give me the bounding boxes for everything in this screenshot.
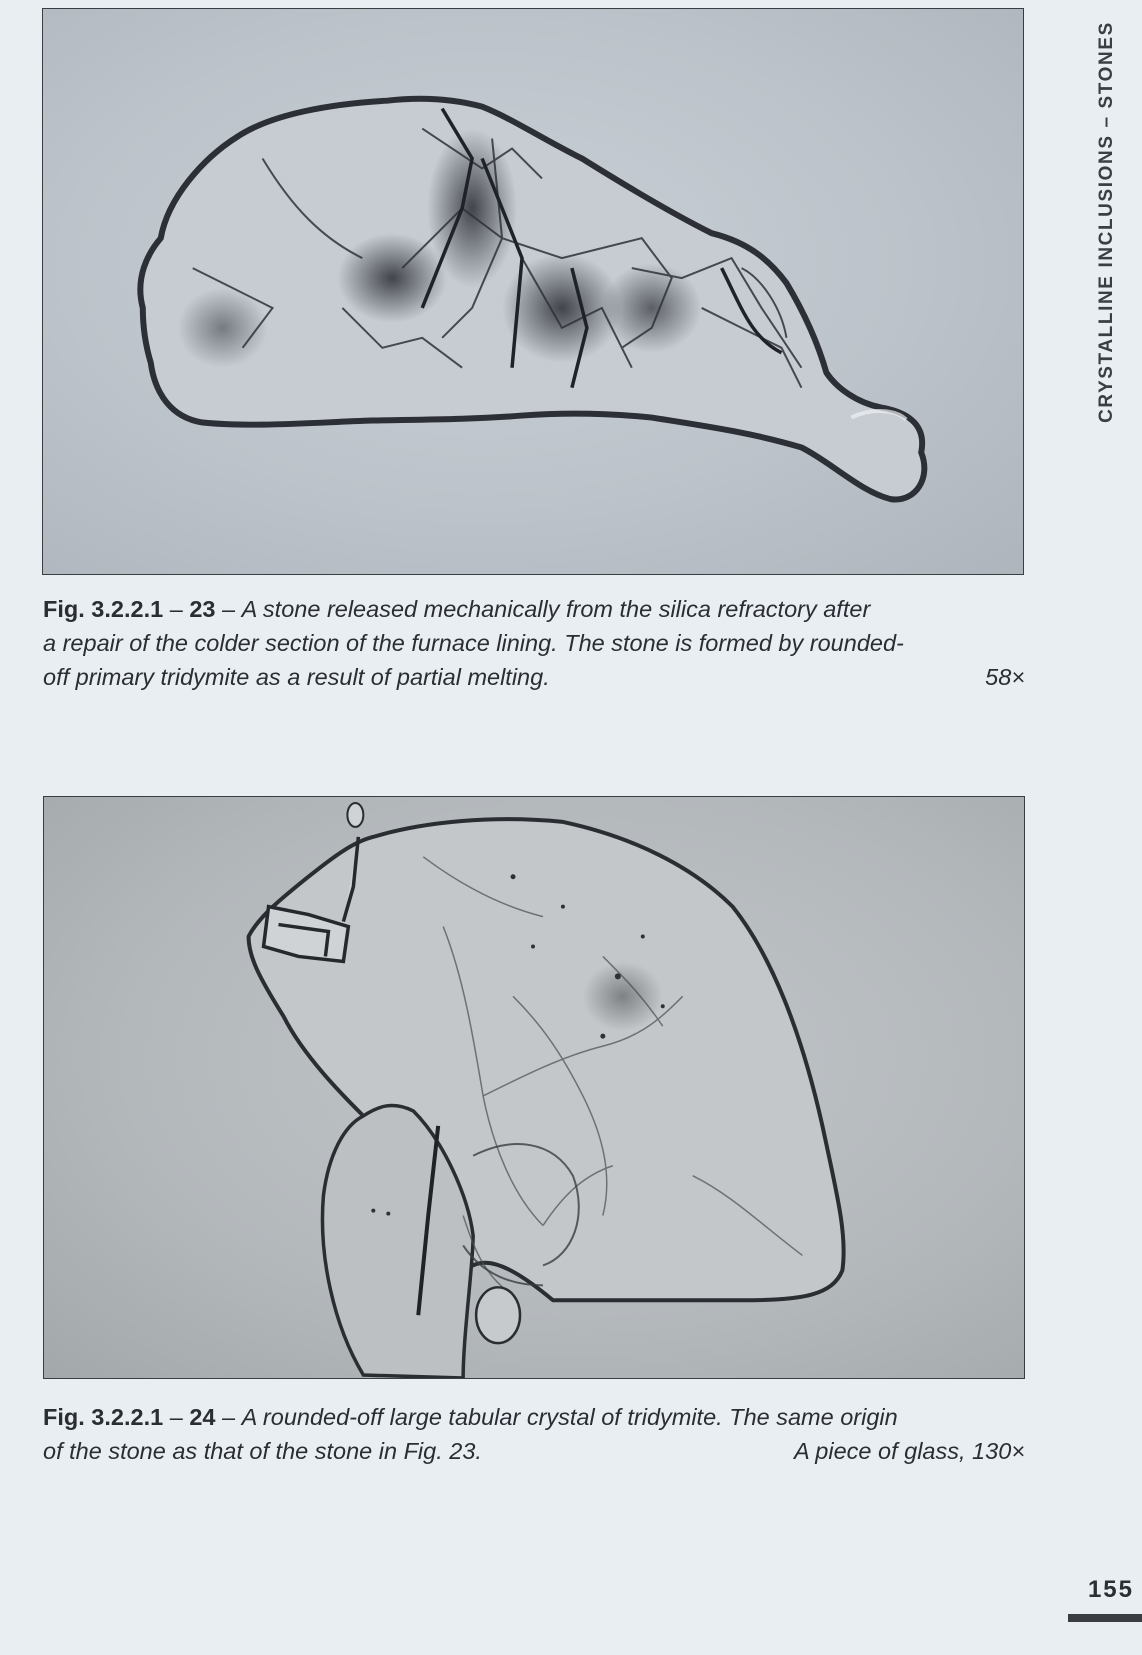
page-number: 155 xyxy=(1087,1576,1134,1603)
caption-23-line-1 xyxy=(43,592,1025,626)
caption-24-line-1 xyxy=(43,1400,1025,1434)
caption-24-text-1: A rounded-off large tabular crystal of tridymite. The same origin xyxy=(241,1404,898,1430)
caption-24-text-2: of the stone as that of the stone in Fig. 23. xyxy=(43,1438,482,1464)
figure-23-caption xyxy=(43,592,1025,694)
figure-24-magnification: A piece of glass, 130× xyxy=(793,1438,1025,1464)
figure-23-magnification: 58× xyxy=(985,664,1025,690)
figure-24-dash: – xyxy=(169,1404,183,1430)
figure-24-caption xyxy=(43,1400,1025,1468)
figure-23-number: 23 xyxy=(189,596,216,622)
caption-23-text-2: a repair of the colder section of the furnace lining. The stone is formed by rounded- xyxy=(43,630,904,656)
figure-24-label: Fig. 3.2.2.1 xyxy=(43,1404,164,1430)
figure-23-micrograph xyxy=(42,8,1024,575)
figure-23-dash-2: – xyxy=(221,596,236,622)
figure-23-label: Fig. 3.2.2.1 xyxy=(43,596,164,622)
figure-24-number: 24 xyxy=(189,1404,216,1430)
running-head: CRYSTALLINE INCLUSIONS – STONES xyxy=(1096,21,1117,423)
figure-24-dash-2: – xyxy=(221,1404,236,1430)
caption-23-text-1: A stone released mechanically from the silica refractory after xyxy=(241,596,871,622)
figure-23-dash: – xyxy=(169,596,183,622)
figure-24-image xyxy=(44,797,1024,1378)
figure-23-image xyxy=(43,9,1023,574)
caption-23-text-3: off primary tridymite as a result of partial melting. xyxy=(43,664,550,690)
figure-24-micrograph xyxy=(43,796,1025,1379)
page-number-rule xyxy=(1068,1614,1142,1622)
